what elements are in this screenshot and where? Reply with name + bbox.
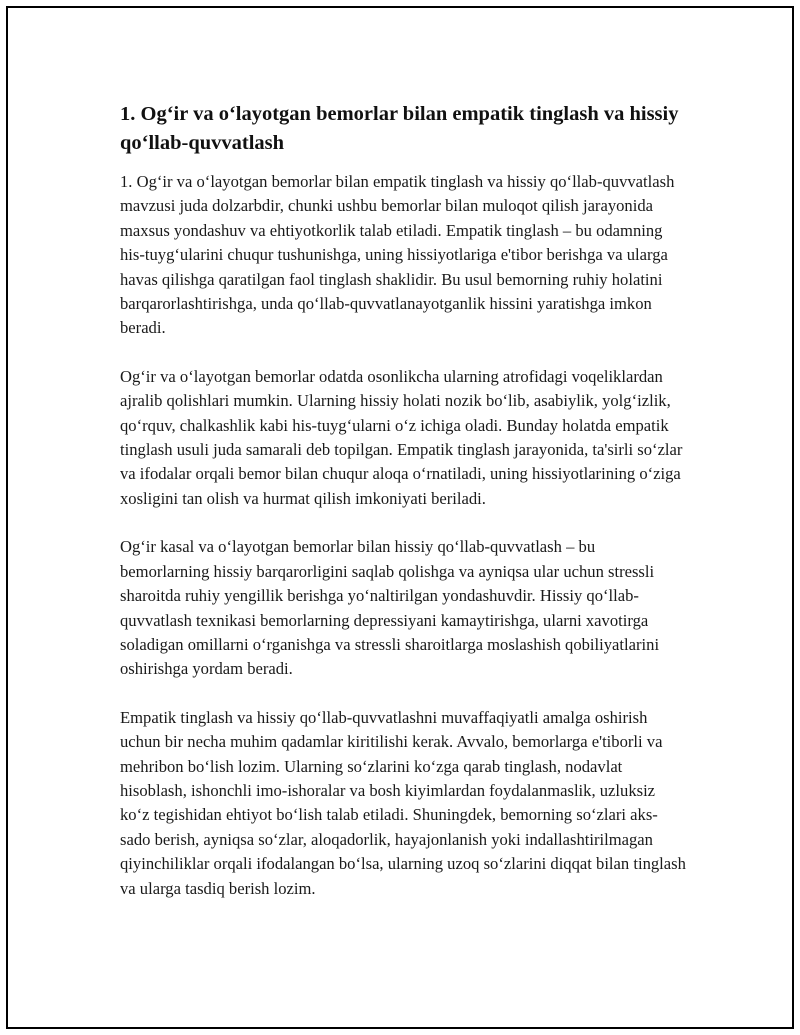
paragraph-1: 1. Og‘ir va o‘layotgan bemorlar bilan empatik tinglash va hissiy qo‘llab-quvvatlash mavzusi juda dolzarbdir, chunki ushbu bemorlar bilan muloqot qilish jarayonida maxsus yondashuv va ehtiyotkorlik talab etiladi. Empatik tinglash – bu odamning his-tuyg‘ularini chuqur tushunishga, uning hissiyotlariga e'tibor berishga va ularga havas qilishga qaratilgan faol tinglash shaklidir. Bu usul bemorning ruhiy holatini barqarorlashtirishga, unda qo‘llab-quvvatlanayotganlik hissini yaratishga imkon beradi. [120, 172, 675, 338]
paragraph-3: Og‘ir kasal va o‘layotgan bemorlar bilan hissiy qo‘llab-quvvatlash – bu bemorlarning hissiy barqarorligini saqlab qolishga va ayniqsa ular uchun stressli sharoitda ruhiy yengillik berishga yo‘naltirilgan yondashuvdir. Hissiy qo‘llab-quvvatlash texnikasi bemorlarning depressiyani kamaytirishga, ularni xavotirga soladigan omillarni o‘rganishga va stressli sharoitlarga moslashish qobiliyatlarini oshirishga yordam beradi. [120, 537, 660, 679]
page-frame [6, 6, 794, 1029]
document-body [120, 100, 686, 925]
paragraph-2: Og‘ir va o‘layotgan bemorlar odatda osonlikcha ularning atrofidagi voqeliklardan ajralib qolishlari mumkin. Ularning hissiy holati nozik bo‘lib, asabiylik, yolg‘izlik, qo‘rquv, chalkashlik kabi his-tuyg‘ularni o‘z ichiga oladi. Bunday holatda empatik tinglash usuli juda samarali deb topilgan. Empatik tinglash jarayonida, ta'sirli so‘zlar va ifodalar orqali bemor bilan chuqur aloqa o‘rnatiladi, uning hissiyotlarining o‘ziga xosligini tan olish va hurmat qilish imkoniyati beriladi. [120, 366, 683, 508]
document-title: 1. Og‘ir va o‘layotgan bemorlar bilan empatik tinglash va hissiy qo‘llab-quvvatlash [120, 103, 679, 154]
paragraph-4: Empatik tinglash va hissiy qo‘llab-quvvatlashni muvaffaqiyatli amalga oshirish uchun bir necha muhim qadamlar kiritilishi kerak. Avvalo, bemorlarga e'tiborli va mehribon bo‘lish lozim. Ularning so‘zlarini ko‘zga qarab tinglash, nodavlat hisoblash, ishonchli imo-ishoralar va bosh kiyimlardan foydalanmaslik, uzluksiz ko‘z tegishidan ehtiyot bo‘lish talab etiladi. Shuningdek, bemorning so‘zlari aks-sado berish, ayniqsa so‘zlar, aloqadorlik, hayajonlanish yoki indallashtirilmagan qiyinchiliklar orqali ifodalangan bo‘lsa, ularning uzoq so‘zlarini diqqat bilan tinglash va ularga tasdiq berish lozim. [120, 707, 686, 898]
